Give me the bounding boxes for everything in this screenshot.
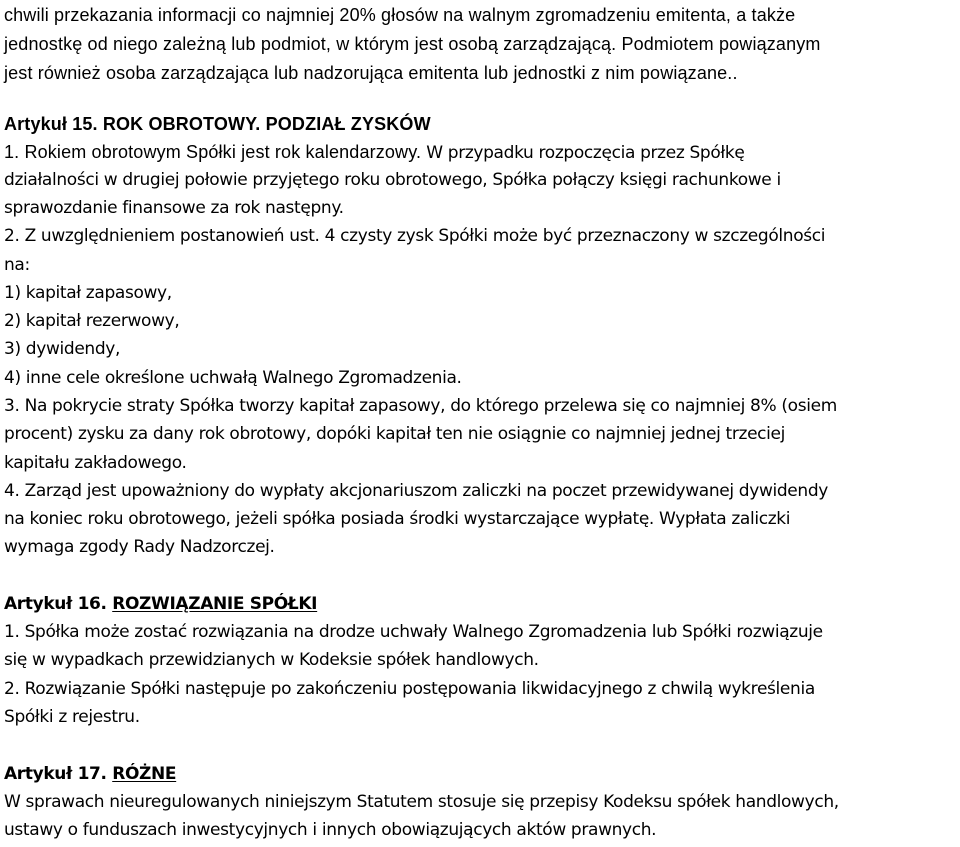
article-15-paragraph-1-line-1 (4, 143, 744, 162)
intro-line-2: jednostkę od niego zależną lub podmiot, w którym jest osobą zarządzającą. Podmiotem powiązanym (4, 34, 821, 54)
article-15-paragraph-4-line-1: 4. Zarząd jest upoważniony do wypłaty akcjonariuszom zaliczki na poczet przewidywanej dywidendy (4, 481, 828, 501)
article-15-paragraph-3-line-2: procent) zysku za dany rok obrotowy, dopóki kapitał ten nie osiągnie co najmniej jednej trzeciej (4, 424, 786, 444)
article-15-paragraph-4-line-3: wymaga zgody Rady Nadzorczej. (4, 537, 275, 557)
article-16-paragraph-2-line-2: Spółki z rejestru. (4, 707, 140, 727)
article-15-p1-part-a: 1. Rokiem obrotowym Spółki jest rok kalendarzowy. (4, 142, 422, 162)
list-item: 3) dywidendy, (4, 339, 121, 359)
article-15-paragraph-4-line-2: na koniec roku obrotowego, jeżeli spółka posiada środki wystarczające wypłatę. Wypłata zaliczki (4, 509, 791, 529)
article-16-heading-number: Artykuł 16. (4, 594, 113, 614)
article-16-paragraph-2-line-1: 2. Rozwiązanie Spółki następuje po zakończeniu postępowania likwidacyjnego z chwilą wykreślenia (4, 679, 815, 699)
article-15-heading: Artykuł 15. ROK OBROTOWY. PODZIAŁ ZYSKÓW (4, 114, 431, 134)
article-16-paragraph-1-line-2: się w wypadkach przewidzianych w Kodeksie spółek handlowych. (4, 650, 539, 670)
list-item: 4) inne cele określone uchwałą Walnego Zgromadzenia. (4, 368, 462, 388)
article-15-paragraph-2-line-2: na: (4, 255, 30, 275)
article-17-heading-number: Artykuł 17. (4, 764, 113, 784)
article-15-p2-part-a: 2. Z uwzględnieniem postanowień ust. (4, 226, 320, 246)
intro-line-1: chwili przekazania informacji co najmniej 20% głosów na walnym zgromadzeniu emitenta, a także (4, 5, 796, 25)
list-item: 1) kapitał zapasowy, (4, 283, 172, 303)
article-15-p2-part-b: 4 czysty zysk Spółki może być przeznaczony w szczególności (319, 226, 826, 246)
article-17-heading (4, 766, 176, 783)
article-17-paragraph-line-2: ustawy o funduszach inwestycyjnych i innych obowiązujących aktów prawnych. (4, 820, 657, 840)
intro-line-3: jest również osoba zarządzająca lub nadzorująca emitenta lub jednostki z nim powiązane.. (4, 63, 738, 83)
article-15-paragraph-1-line-2: działalności w drugiej połowie przyjętego roku obrotowego, Spółka połączy księgi rachunkowe i (4, 170, 781, 190)
article-17-heading-title: RÓŻNE (112, 764, 177, 784)
article-16-heading-title: ROZWIĄZANIE SPÓŁKI (112, 594, 318, 614)
article-16-paragraph-1-line-1: 1. Spółka może zostać rozwiązania na drodze uchwały Walnego Zgromadzenia lub Spółki rozwiązuje (4, 622, 823, 642)
article-15-paragraph-3-line-1: 3. Na pokrycie straty Spółka tworzy kapitał zapasowy, do którego przelewa się co najmniej 8% (osiem (4, 396, 837, 416)
article-15-paragraph-3-line-3: kapitału zakładowego. (4, 453, 187, 473)
article-17-paragraph-line-1: W sprawach nieuregulowanych niniejszym Statutem stosuje się przepisy Kodeksu spółek handlowych, (4, 792, 839, 812)
list-item: 2) kapitał rezerwowy, (4, 311, 180, 331)
article-15-paragraph-2-line-1 (4, 228, 825, 245)
article-15-p1-part-b: W przypadku rozpoczęcia przez Spółkę (421, 143, 745, 163)
article-15-paragraph-1-line-3: sprawozdanie finansowe za rok następny. (4, 198, 344, 218)
article-16-heading (4, 596, 317, 613)
